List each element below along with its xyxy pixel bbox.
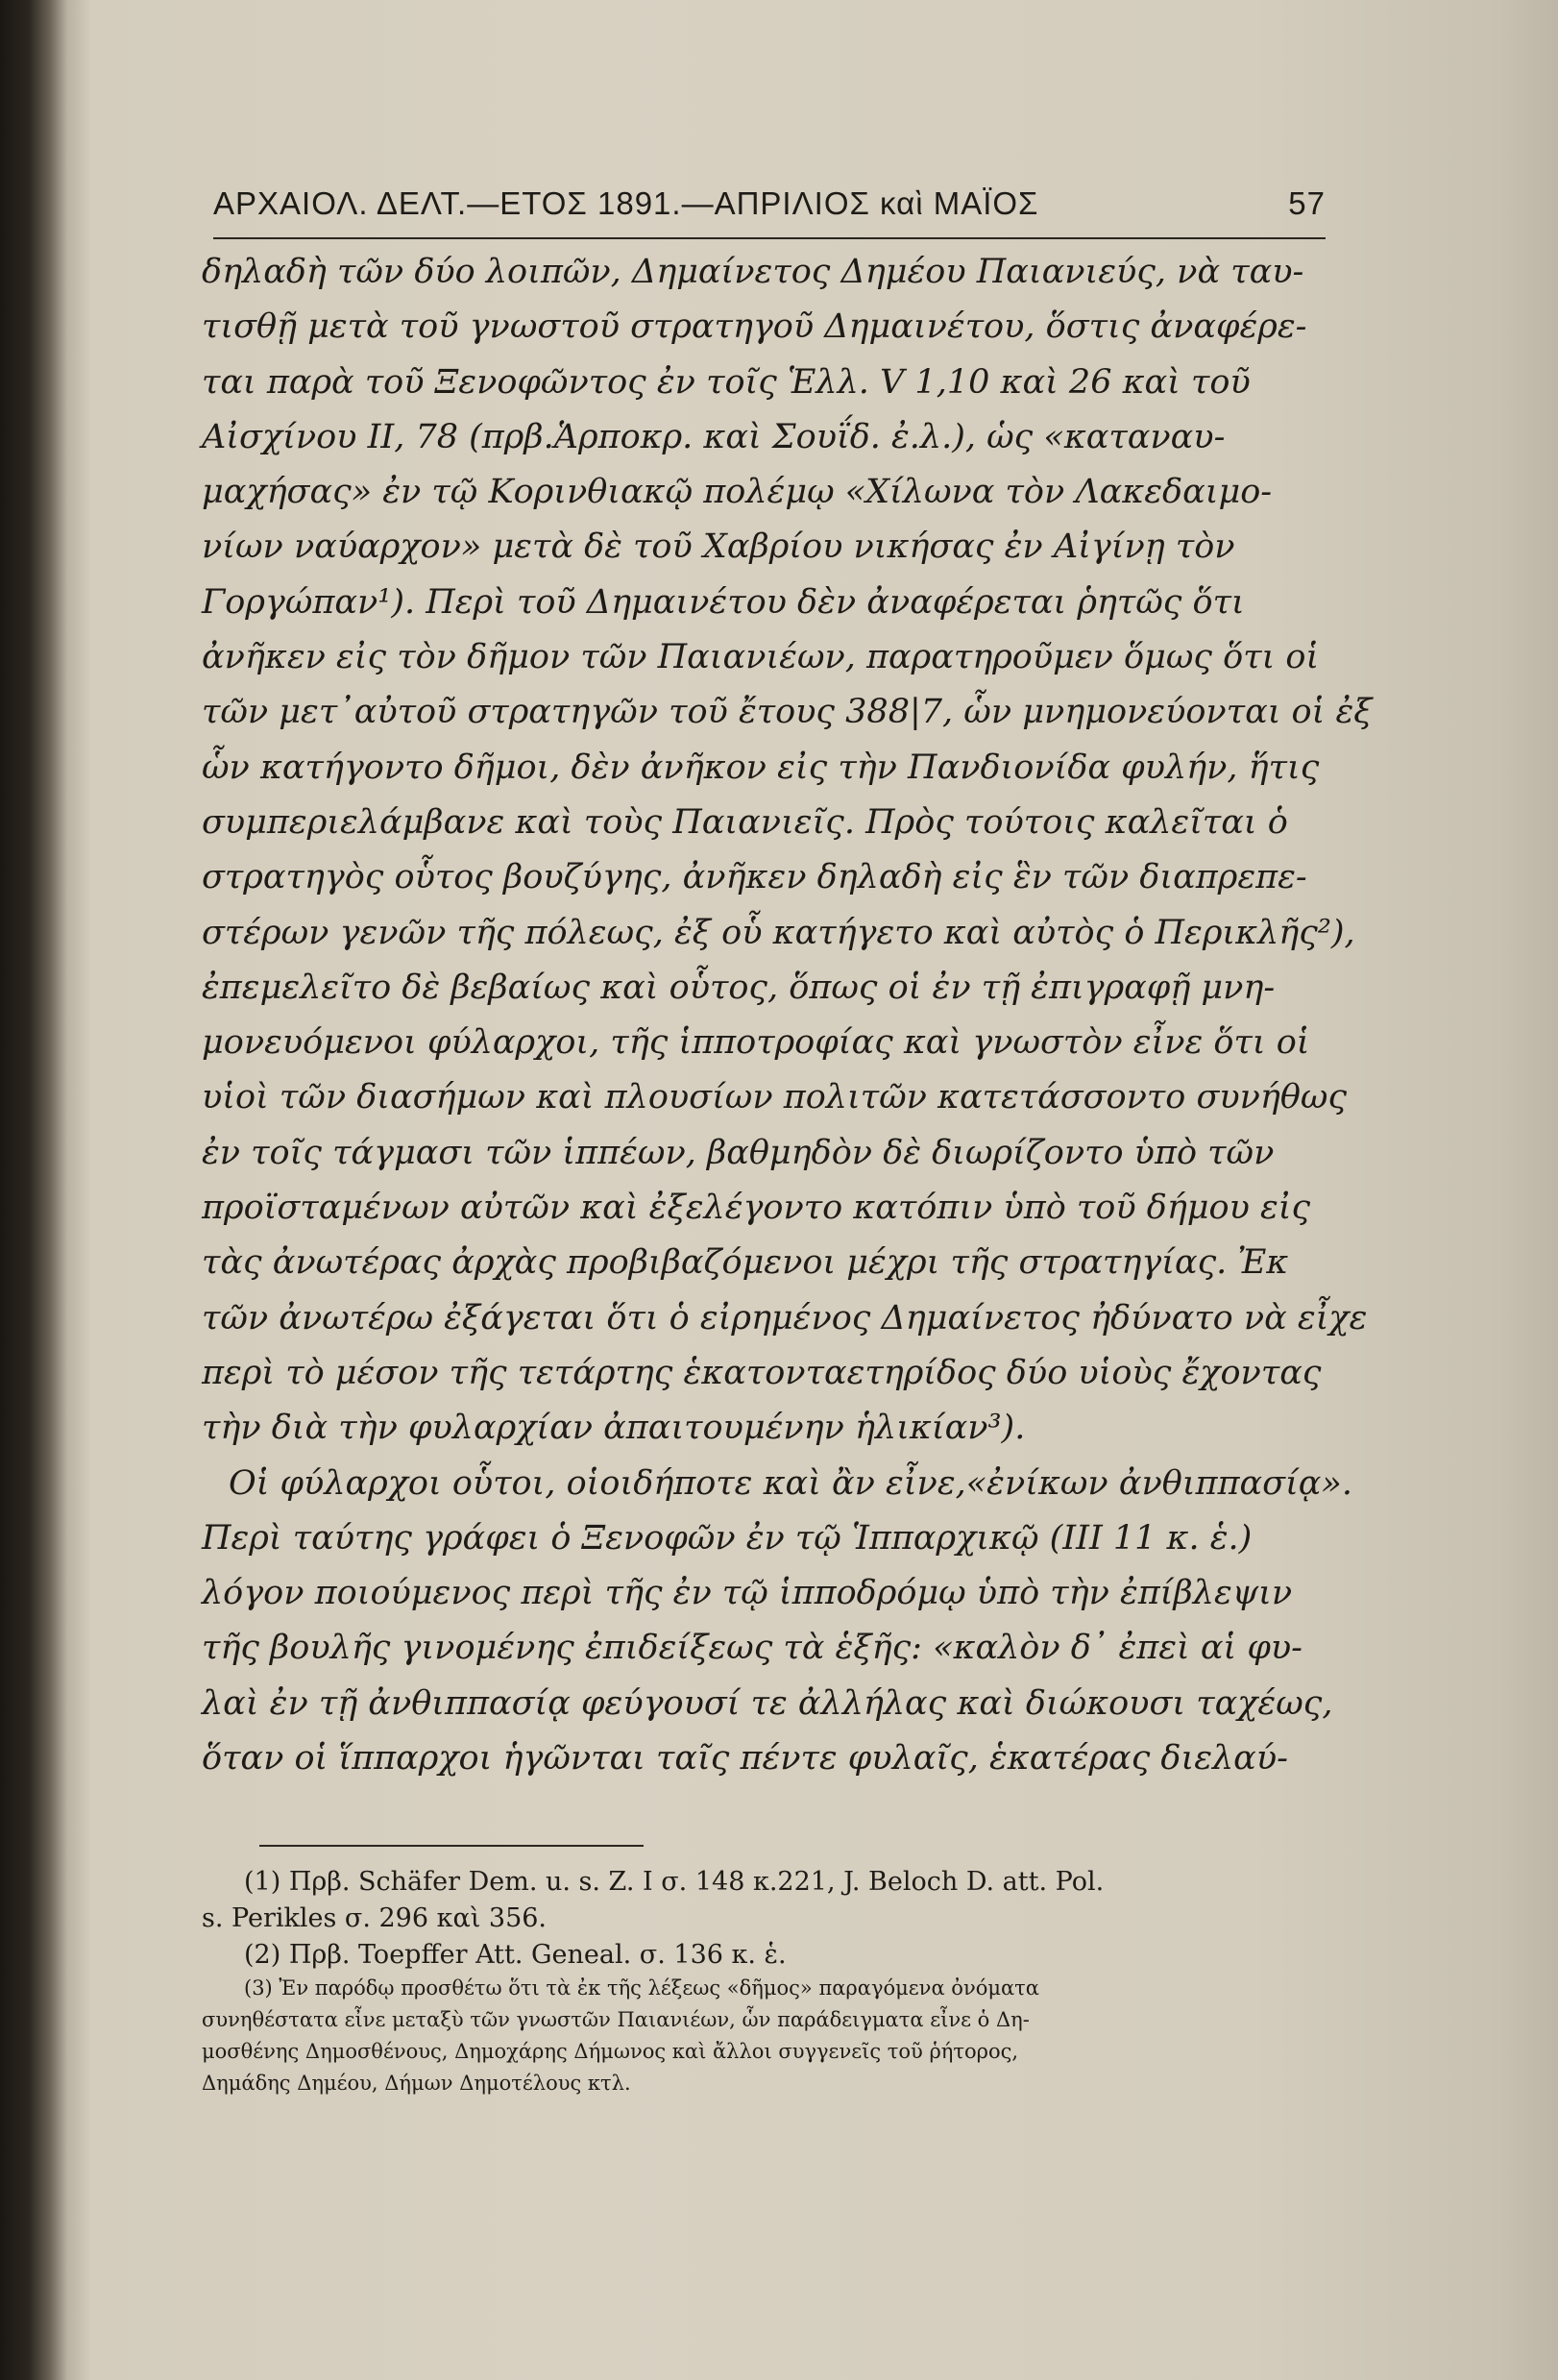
text-line: μαχήσας» ἐν τῷ Κορινθιακῷ πολέμῳ «Χίλωνα τὸν Λακεδαιμο- — [202, 473, 1273, 512]
footnote-3-continued: μοσθένης Δημοσθένους, Δημοχάρης Δήμωνος καὶ ἄλλοι συγγενεῖς τοῦ ῥήτορος, — [202, 2040, 1019, 2064]
header-rule — [213, 237, 1326, 239]
text-line: λαὶ ἐν τῇ ἀνθιππασίᾳ φεύγουσί τε ἀλλήλας καὶ διώκουσι ταχέως, — [202, 1683, 1333, 1723]
text-line: συμπεριελάμβανε καὶ τοὺς Παιανιεῖς. Πρὸς τούτοις καλεῖται ὁ — [202, 802, 1288, 842]
running-head — [213, 178, 1326, 226]
paragraph-start-line: Οἱ φύλαρχοι οὗτοι, οἱοιδήποτε καὶ ἂν εἶνε,«ἐνίκων ἀνθιππασίᾳ». — [229, 1463, 1352, 1503]
text-line: λόγον ποιούμενος περὶ τῆς ἐν τῷ ἱπποδρόμῳ ὑπὸ τὴν ἐπίβλεψιν — [202, 1574, 1293, 1613]
footnotes — [202, 1864, 1326, 2099]
text-line: περὶ τὸ μέσον τῆς τετάρτης ἑκατονταετηρίδος δύο υἱοὺς ἔχοντας — [202, 1353, 1322, 1392]
text-line: ὅταν οἱ ἵππαρχοι ἡγῶνται ταῖς πέντε φυλαῖς, ἑκατέρας διελαύ- — [202, 1739, 1288, 1779]
text-line: στρατηγὸς οὗτος βουζύγης, ἀνῆκεν δηλαδὴ εἰς ἓν τῶν διαπρεπε- — [202, 858, 1307, 897]
body-text — [202, 245, 1373, 1786]
text-line: τὴν διὰ τὴν φυλαρχίαν ἀπαιτουμένην ἡλικίαν³). — [202, 1409, 1026, 1448]
footnote-3: (3) Ἐν παρόδῳ προσθέτω ὅτι τὰ ἐκ τῆς λέξεως «δῆμος» παραγόμενα ὀνόματα — [244, 1976, 1039, 2000]
text-line: Γοργώπαν¹). Περὶ τοῦ Δημαινέτου δὲν ἀναφέρεται ῥητῶς ὅτι — [202, 582, 1245, 622]
text-line: ἐπεμελεῖτο δὲ βεβαίως καὶ οὗτος, ὅπως οἱ ἐν τῇ ἐπιγραφῇ μνη- — [202, 968, 1276, 1007]
text-line: τισθῇ μετὰ τοῦ γνωστοῦ στρατηγοῦ Δημαινέτου, ὅστις ἀναφέρε- — [202, 307, 1307, 347]
text-line: ται παρὰ τοῦ Ξενοφῶντος ἐν τοῖς Ἑλλ. V 1,10 καὶ 26 καὶ τοῦ — [202, 362, 1251, 402]
text-line: ἐν τοῖς τάγμασι τῶν ἱππέων, βαθμηδὸν δὲ διωρίζοντο ὑπὸ τῶν — [202, 1133, 1275, 1172]
footnote-rule — [259, 1845, 644, 1847]
footnote-2: (2) Πρβ. Toepffer Att. Geneal. σ. 136 κ. ἑ. — [244, 1939, 787, 1970]
footnote-1-continued: s. Perikles σ. 296 καὶ 356. — [202, 1902, 548, 1933]
footnote-3-continued: συνηθέστατα εἶνε μεταξὺ τῶν γνωστῶν Παιανιέων, ὧν παράδειγματα εἶνε ὁ Δη- — [202, 2008, 1030, 2032]
text-line: προϊσταμένων αὐτῶν καὶ ἐξελέγοντο κατόπιν ὑπὸ τοῦ δήμου εἰς — [202, 1189, 1311, 1228]
text-line: τῶν ἀνωτέρω ἐξάγεται ὅτι ὁ εἰρημένος Δημαίνετος ἠδύνατο νὰ εἶχε — [202, 1298, 1368, 1337]
text-line: υἱοὶ τῶν διασήμων καὶ πλουσίων πολιτῶν κατετάσσοντο συνήθως — [202, 1078, 1348, 1117]
page-number: 57 — [1288, 185, 1326, 221]
text-line: τὰς ἀνωτέρας ἀρχὰς προβιβαζόμενοι μέχρι τῆς στρατηγίας. Ἐκ — [202, 1243, 1289, 1283]
text-line: δηλαδὴ τῶν δύο λοιπῶν, Δημαίνετος Δημέου Παιανιεύς, νὰ ταυ- — [202, 253, 1304, 291]
running-head-title: ΑΡΧΑΙΟΛ. ΔΕΛΤ.—ΕΤΟΣ 1891.—ΑΠΡΙΛΙΟΣ καὶ ΜΑΪΟΣ — [213, 185, 1039, 221]
text-line: Αἰσχίνου ΙΙ, 78 (πρβ.Ἁρποκρ. καὶ Σουΐδ. ἐ.λ.), ὡς «καταναυ- — [202, 417, 1226, 456]
text-line: Περὶ ταύτης γράφει ὁ Ξενοφῶν ἐν τῷ Ἱππαρχικῷ (III 11 κ. ἑ.) — [202, 1518, 1253, 1558]
text-line: μονευόμενοι φύλαρχοι, τῆς ἱπποτροφίας καὶ γνωστὸν εἶνε ὅτι οἱ — [202, 1023, 1310, 1063]
text-line: ἀνῆκεν εἰς τὸν δῆμον τῶν Παιανιέων, παρατηροῦμεν ὅμως ὅτι οἱ — [202, 638, 1320, 677]
text-line: στέρων γενῶν τῆς πόλεως, ἐξ οὗ κατήγετο καὶ αὐτὸς ὁ Περικλῆς²), — [202, 913, 1355, 952]
text-line: τῆς βουλῆς γινομένης ἐπιδείξεως τὰ ἑξῆς: «καλὸν δ᾽ ἐπεὶ αἱ φυ- — [202, 1629, 1302, 1668]
text-line: νίων ναύαρχον» μετὰ δὲ τοῦ Χαβρίου νικήσας ἐν Αἰγίνῃ τὸν — [202, 528, 1235, 567]
footnote-1: (1) Πρβ. Schäfer Dem. u. s. Z. I σ. 148 κ.221, J. Beloch D. att. Pol. — [244, 1867, 1105, 1897]
text-line: ὧν κατήγοντο δῆμοι, δὲν ἀνῆκον εἰς τὴν Πανδιονίδα φυλήν, ἥτις — [202, 748, 1320, 787]
text-line: τῶν μετ᾽αὐτοῦ στρατηγῶν τοῦ ἔτους 388|7, ὧν μνημονεύονται οἱ ἐξ — [202, 693, 1373, 732]
footnote-3-continued: Δημάδης Δημέου, Δήμων Δημοτέλους κτλ. — [202, 2072, 631, 2096]
